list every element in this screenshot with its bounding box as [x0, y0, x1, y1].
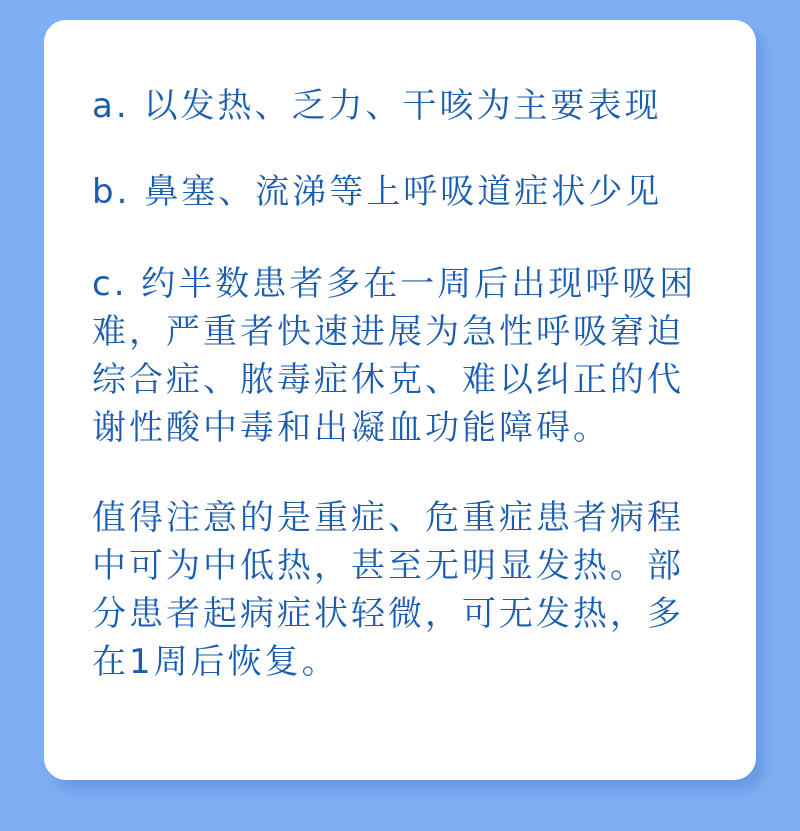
symptom-item-b: b. 鼻塞、流涕等上呼吸道症状少见	[92, 172, 663, 212]
note-paragraph: 值得注意的是重症、危重症患者病程中可为中低热，甚至无明显发热。部分患者起病症状轻微，可无发热，多在1周后恢复。	[92, 498, 684, 682]
symptom-item-a: a. 以发热、乏力、干咳为主要表现	[92, 86, 662, 126]
content-card	[44, 20, 756, 780]
symptom-item-c: c. 约半数患者多在一周后出现呼吸困难，严重者快速进展为急性呼吸窘迫综合症、脓毒症休克、难以纠正的代谢性酸中毒和出凝血功能障碍。	[92, 264, 697, 448]
